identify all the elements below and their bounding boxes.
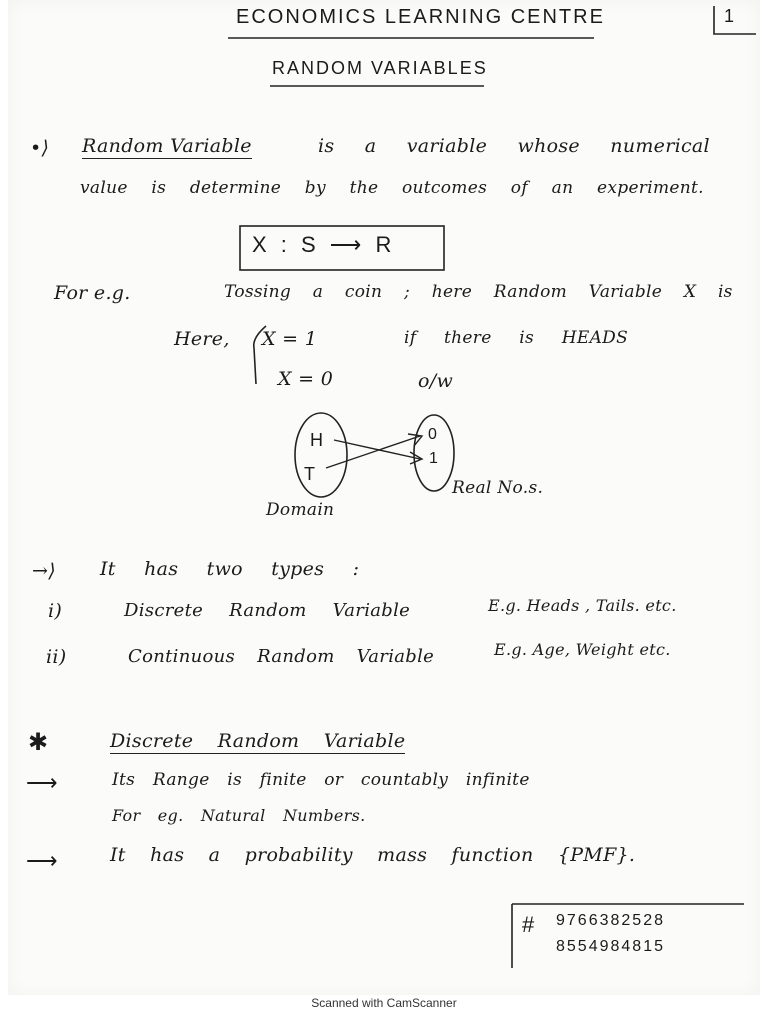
page-number: 1 bbox=[724, 6, 737, 26]
case-heads: X = 1 bbox=[262, 328, 318, 350]
types-bullet: →⟩ bbox=[32, 560, 56, 582]
discrete-point-2: It has a probability mass function {PMF}. bbox=[110, 844, 636, 866]
type-name-1: Discrete Random Variable bbox=[124, 600, 411, 621]
page-subtitle: RANDOM VARIABLES bbox=[272, 58, 488, 78]
type-number-2: ii) bbox=[46, 646, 67, 668]
type-eg-2: E.g. Age, Weight etc. bbox=[494, 640, 671, 659]
discrete-point-1-example: For eg. Natural Numbers. bbox=[112, 806, 366, 825]
definition-line-1: is a variable whose numerical bbox=[318, 135, 710, 157]
hash-symbol: # bbox=[522, 912, 537, 937]
example-here: Here, bbox=[174, 328, 230, 350]
definition-line-2: value is determine by the outcomes of an experiment. bbox=[80, 178, 704, 198]
type-eg-1: E.g. Heads , Tails. etc. bbox=[488, 596, 677, 615]
arrow-bullet-2: ⟶ bbox=[26, 848, 60, 873]
formula-box bbox=[240, 226, 444, 270]
domain-item-h: H bbox=[310, 430, 325, 450]
domain-label: Domain bbox=[266, 500, 335, 520]
range-label: Real No.s. bbox=[452, 478, 544, 498]
arrow-bullet-1: ⟶ bbox=[26, 770, 60, 795]
type-name-2: Continuous Random Variable bbox=[128, 646, 435, 667]
discrete-heading: Discrete Random Variable bbox=[110, 730, 406, 752]
example-label: For e.g. bbox=[54, 282, 131, 304]
case-otherwise: X = 0 bbox=[278, 368, 334, 390]
phone-number-1: 9766382528 bbox=[556, 912, 665, 929]
example-text: Tossing a coin ; here Random Variable X is bbox=[224, 282, 733, 302]
page-number-box bbox=[714, 6, 756, 34]
range-ellipse bbox=[414, 415, 454, 491]
range-item-1: 1 bbox=[429, 450, 440, 467]
scanner-watermark: Scanned with CamScanner bbox=[311, 996, 457, 1010]
case-otherwise-condition: o/w bbox=[418, 370, 454, 392]
definition-term: Random Variable bbox=[82, 135, 252, 157]
discrete-point-1: Its Range is finite or countably infinite bbox=[112, 770, 530, 790]
contact-box bbox=[512, 904, 744, 968]
page-title: ECONOMICS LEARNING CENTRE bbox=[236, 6, 605, 28]
star-bullet: ✱ bbox=[28, 729, 51, 756]
types-intro: It has two types : bbox=[100, 558, 360, 580]
domain-item-t: T bbox=[304, 464, 317, 484]
domain-ellipse bbox=[295, 413, 347, 497]
range-item-0: 0 bbox=[428, 426, 439, 443]
formula: X : S ⟶ R bbox=[252, 232, 396, 257]
phone-number-2: 8554984815 bbox=[556, 938, 665, 955]
definition-bullet: •⟩ bbox=[30, 137, 50, 159]
type-number-1: i) bbox=[48, 600, 63, 622]
case-heads-condition: if there is HEADS bbox=[404, 328, 629, 348]
case-brace bbox=[254, 326, 266, 384]
